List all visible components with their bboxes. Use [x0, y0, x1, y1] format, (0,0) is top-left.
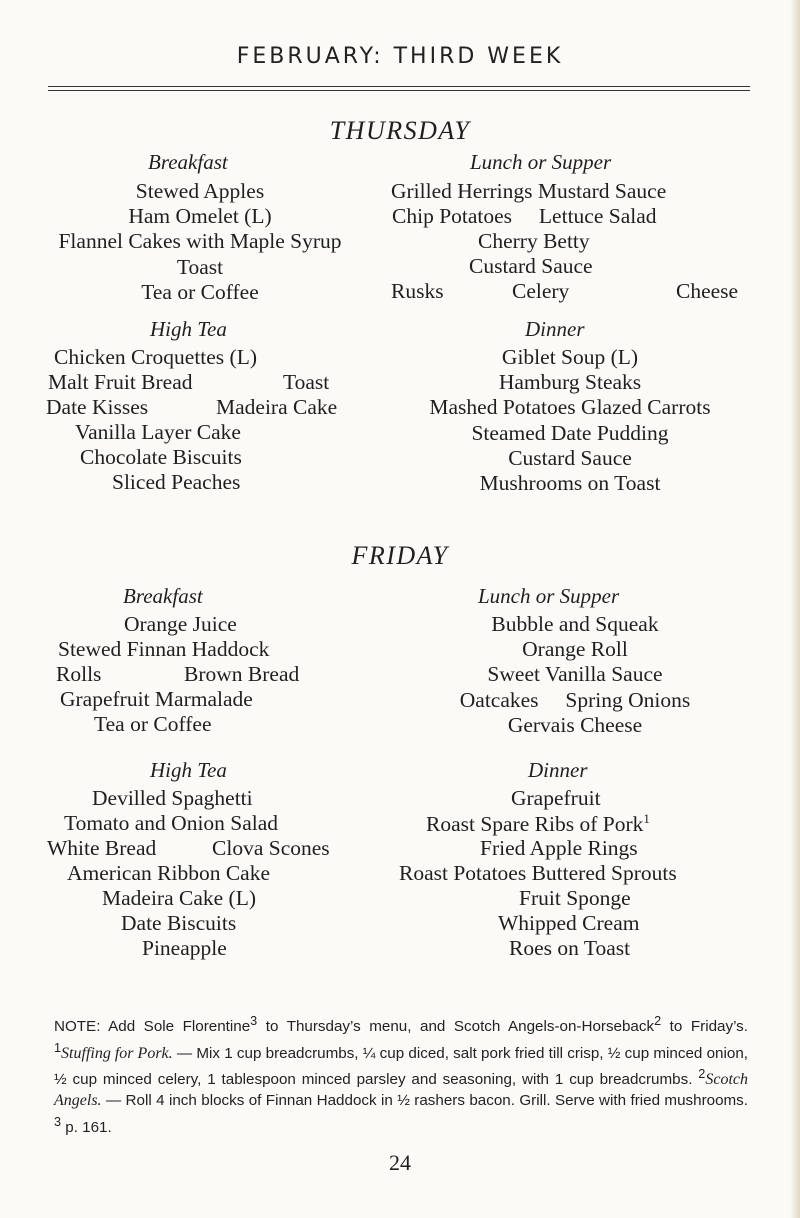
note-text: NOTE: Add Sole Florentine — [54, 1018, 251, 1036]
list-item: Orange Roll — [522, 637, 628, 662]
list-item: Tea or Coffee — [141, 279, 259, 304]
thursday-dinner-title: Dinner — [525, 317, 585, 341]
footnote-mark: 1 — [54, 1040, 62, 1055]
list-item: Custard Sauce — [508, 445, 632, 470]
list-item: Grapefruit Marmalade — [60, 687, 253, 711]
footnote-mark: 2 — [698, 1067, 706, 1082]
list-item: Cheese — [676, 279, 739, 303]
thursday-high-tea-title: High Tea — [150, 317, 227, 341]
recipe-text: — Roll 4 inch blocks of Finnan Haddock in ½ rashers bacon. Grill. Serve with fried mushrooms. — [101, 1091, 748, 1109]
list-item: Cherry Betty — [478, 229, 590, 253]
list-item: Chocolate Biscuits — [80, 445, 242, 469]
note-text: to Thursday’s menu, and Scotch Angels-on-Horseback — [257, 1018, 655, 1036]
page-number: 24 — [389, 1150, 411, 1175]
list-item: Madeira Cake (L) — [102, 886, 257, 910]
list-item: Roast Potatoes Buttered Sprouts — [399, 861, 677, 885]
thursday-lunch-title: Lunch or Supper — [470, 150, 612, 174]
list-item: Date Kisses — [46, 395, 149, 419]
friday-breakfast-title: Breakfast — [123, 584, 203, 608]
day-title-friday: FRIDAY — [351, 541, 449, 570]
list-item: Celery — [512, 279, 570, 303]
list-item: Tea or Coffee — [94, 712, 212, 736]
list-item: Tomato and Onion Salad — [64, 811, 279, 835]
list-item: Mushrooms on Toast — [479, 471, 661, 496]
page-edge-shadow — [790, 0, 800, 1218]
friday-dinner-title: Dinner — [528, 758, 588, 782]
list-item: Chip Potatoes Lettuce Salad — [392, 204, 657, 228]
list-item: Clova Scones — [212, 836, 330, 860]
thursday-breakfast-title: Breakfast — [148, 150, 228, 174]
list-item: Steamed Date Pudding — [471, 420, 669, 445]
list-item: Grilled Herrings Mustard Sauce — [391, 179, 667, 203]
note-text: to Friday’s. — [661, 1018, 748, 1036]
list-item: Custard Sauce — [469, 254, 593, 278]
list-item: Fruit Sponge — [519, 886, 631, 910]
list-item: Chicken Croquettes (L) — [54, 345, 258, 369]
list-item: Rusks — [391, 279, 444, 303]
page-header: FEBRUARY: THIRD WEEK — [236, 44, 564, 69]
list-item: Pineapple — [142, 936, 227, 960]
list-item: Orange Juice — [124, 612, 237, 636]
list-item: Flannel Cakes with Maple Syrup — [58, 229, 342, 254]
recipe-text: — Mix 1 cup breadcrumbs, ¼ cup diced, salt pork fried till crisp, ½ cup minced onion, ½ cup minced celery, 1 tablespoon minced parsley and seasoning, with 1 cup breadcrumbs. — [54, 1044, 748, 1089]
list-item: Ham Omelet (L) — [128, 204, 272, 229]
footnote-mark: 3 — [250, 1014, 258, 1028]
list-item: Bubble and Squeak — [491, 612, 659, 636]
list-item — [426, 811, 650, 837]
list-item: Devilled Spaghetti — [92, 786, 253, 810]
list-item: Whipped Cream — [498, 911, 640, 935]
thursday-dinner-menu — [400, 345, 740, 496]
recipe-title: Stuffing for Pork. — [61, 1044, 173, 1062]
list-item: American Ribbon Cake — [67, 861, 271, 885]
list-item: White Bread — [47, 836, 157, 860]
recipe-title: Scotch Angels. — [54, 1071, 748, 1109]
list-item: Grapefruit — [511, 786, 601, 810]
list-item: Fried Apple Rings — [480, 836, 638, 860]
list-item: Roes on Toast — [509, 936, 631, 960]
header-rule-top — [48, 86, 750, 87]
list-item: Gervais Cheese — [507, 712, 643, 737]
friday-high-tea-title: High Tea — [150, 758, 227, 782]
list-item: Rolls — [56, 662, 102, 686]
day-title-thursday: THURSDAY — [329, 116, 471, 145]
list-item: Date Biscuits — [121, 911, 237, 935]
header-rule-bottom — [48, 90, 750, 91]
list-item: Madeira Cake — [216, 395, 338, 419]
list-item: Giblet Soup (L) — [501, 345, 639, 369]
list-item: Malt Fruit Bread — [48, 370, 193, 394]
footnote-paragraph — [54, 1011, 748, 1138]
list-item: Hamburg Steaks — [498, 370, 642, 395]
list-item: Mashed Potatoes Glazed Carrots — [429, 395, 711, 420]
list-item: Stewed Finnan Haddock — [58, 637, 270, 661]
footnote-mark: 3 — [54, 1114, 62, 1129]
thursday-breakfast-menu — [20, 179, 380, 305]
list-item: Brown Bread — [184, 662, 300, 686]
list-item: Oatcakes Spring Onions — [459, 687, 691, 712]
friday-lunch-menu — [410, 612, 740, 738]
page-reference: p. 161. — [61, 1118, 112, 1136]
list-item: Sliced Peaches — [112, 470, 241, 494]
list-item: Stewed Apples — [135, 179, 265, 203]
footnote-mark: 2 — [654, 1014, 662, 1028]
footnote-mark: 1 — [643, 811, 650, 826]
list-item: Toast — [283, 370, 330, 394]
list-item: Sweet Vanilla Sauce — [487, 662, 663, 687]
list-item-text: Roast Spare Ribs of Pork — [426, 812, 644, 837]
friday-lunch-title: Lunch or Supper — [478, 584, 620, 608]
list-item: Toast — [176, 254, 224, 279]
list-item: Vanilla Layer Cake — [75, 420, 241, 444]
